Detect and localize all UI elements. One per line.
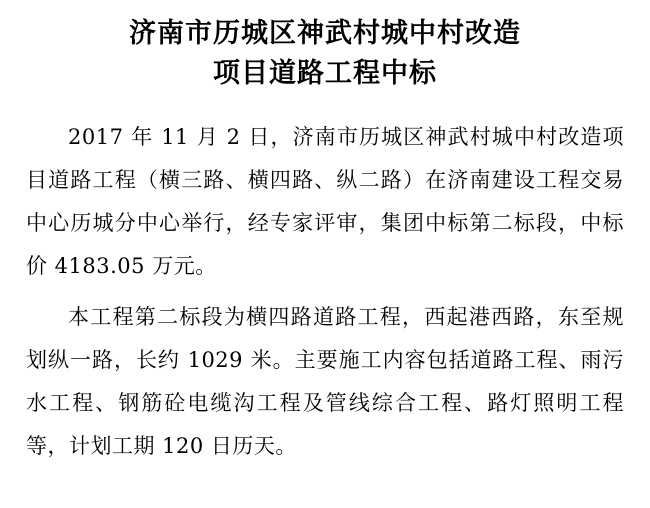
document-body xyxy=(22,116,628,468)
body-paragraph-2: 本工程第二标段为横四路道路工程，西起港西路，东至规划纵一路，长约 1029 米。主要施工内容包括道路工程、雨污水工程、钢筋砼电缆沟工程及管线综合工程、路灯照明工程等，计划工期 120 日历天。 xyxy=(26,305,624,458)
page-title-line-1: 济南市历城区神武村城中村改造 xyxy=(129,18,521,49)
body-paragraph-1: 2017 年 11 月 2 日，济南市历城区神武村城中村改造项目道路工程（横三路、横四路、纵二路）在济南建设工程交易中心历城分中心举行，经专家评审，集团中标第二标段，中标价 4183.05 万元。 xyxy=(26,125,624,278)
page-title xyxy=(22,14,628,94)
page-title-line-2: 项目道路工程中标 xyxy=(213,58,437,89)
